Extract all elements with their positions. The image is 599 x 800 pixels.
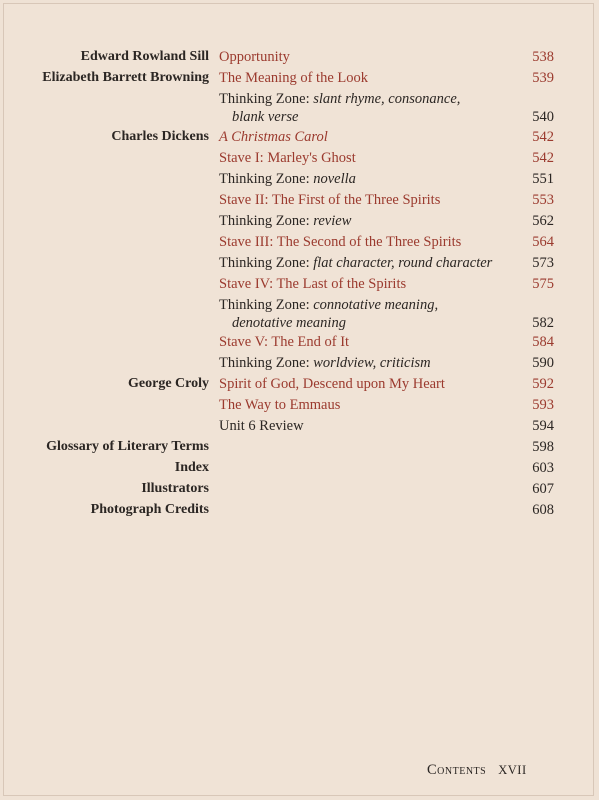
thinking-zone-topic: slant rhyme, consonance, [313, 91, 461, 107]
thinking-zone-prefix: Thinking Zone: [219, 355, 314, 371]
selection-title-link[interactable] [219, 128, 328, 146]
thinking-zone-topic: denotative meaning [232, 315, 346, 331]
thinking-zone-topic: flat character, round character [313, 255, 493, 271]
thinking-zone-continuation [232, 108, 298, 126]
selection-title-link[interactable]: Stave V: The End of It [219, 334, 350, 350]
thinking-zone-entry[interactable] [219, 170, 356, 188]
author-name: Edward Rowland Sill [80, 49, 209, 64]
page-number: 594 [532, 418, 554, 434]
page-number: 598 [532, 439, 554, 455]
unit-review-link[interactable]: Unit 6 Review [219, 418, 304, 434]
thinking-zone-prefix: Thinking Zone: [219, 255, 314, 271]
page-number: 592 [532, 376, 554, 392]
back-matter-link[interactable]: Glossary of Literary Terms [46, 439, 209, 454]
thinking-zone-topic: connotative meaning, [313, 297, 439, 313]
page-number: 584 [532, 334, 554, 350]
thinking-zone-entry[interactable] [219, 354, 431, 372]
page-footer [427, 762, 527, 779]
back-matter-link[interactable]: Photograph Credits [90, 502, 209, 517]
page-number: 553 [532, 192, 554, 208]
page-number: 608 [532, 502, 554, 518]
page-number: 607 [532, 481, 554, 497]
page-number: 538 [532, 49, 554, 65]
selection-title-link[interactable]: Stave I: Marley's Ghost [219, 150, 356, 166]
page-number: 542 [532, 150, 554, 166]
selection-title-link[interactable]: The Way to Emmaus [219, 397, 341, 413]
thinking-zone-continuation [232, 314, 346, 332]
thinking-zone-prefix: Thinking Zone: [219, 297, 314, 313]
footer-section-label: Contents [427, 762, 487, 778]
author-name: George Croly [128, 376, 209, 391]
selection-title-link[interactable]: Opportunity [219, 49, 290, 65]
back-matter-link[interactable]: Index [174, 460, 209, 475]
footer-page-number: XVII [498, 763, 527, 777]
thinking-zone-prefix: Thinking Zone: [219, 213, 314, 229]
selection-title-italic: A Christmas Carol [219, 129, 328, 145]
page-number: 564 [532, 234, 554, 250]
page-number: 603 [532, 460, 554, 476]
selection-title-link[interactable]: Stave IV: The Last of the Spirits [219, 276, 407, 292]
thinking-zone-topic: blank verse [232, 109, 299, 125]
page-number: 539 [532, 70, 554, 86]
selection-title-link[interactable]: Stave III: The Second of the Three Spirits [219, 234, 462, 250]
page-number: 590 [532, 355, 554, 371]
thinking-zone-entry[interactable] [219, 90, 460, 108]
thinking-zone-topic: worldview, criticism [313, 355, 431, 371]
thinking-zone-prefix: Thinking Zone: [219, 171, 314, 187]
page-number: 542 [532, 129, 554, 145]
selection-title-link[interactable]: Spirit of God, Descend upon My Heart [219, 376, 445, 392]
back-matter-link[interactable]: Illustrators [141, 481, 209, 496]
page-number: 540 [532, 109, 554, 125]
page-number: 582 [532, 315, 554, 331]
author-name: Elizabeth Barrett Browning [42, 70, 209, 85]
page-number: 551 [532, 171, 554, 187]
thinking-zone-topic: novella [313, 171, 356, 187]
thinking-zone-prefix: Thinking Zone: [219, 91, 314, 107]
page-number: 573 [532, 255, 554, 271]
thinking-zone-entry[interactable] [219, 254, 492, 272]
page-number: 593 [532, 397, 554, 413]
thinking-zone-entry[interactable] [219, 296, 438, 314]
selection-title-link[interactable]: Stave II: The First of the Three Spirits [219, 192, 441, 208]
page-number: 575 [532, 276, 554, 292]
author-name: Charles Dickens [111, 129, 209, 144]
selection-title-link[interactable]: The Meaning of the Look [219, 70, 368, 86]
page-number: 562 [532, 213, 554, 229]
thinking-zone-entry[interactable] [219, 212, 351, 230]
thinking-zone-topic: review [313, 213, 352, 229]
